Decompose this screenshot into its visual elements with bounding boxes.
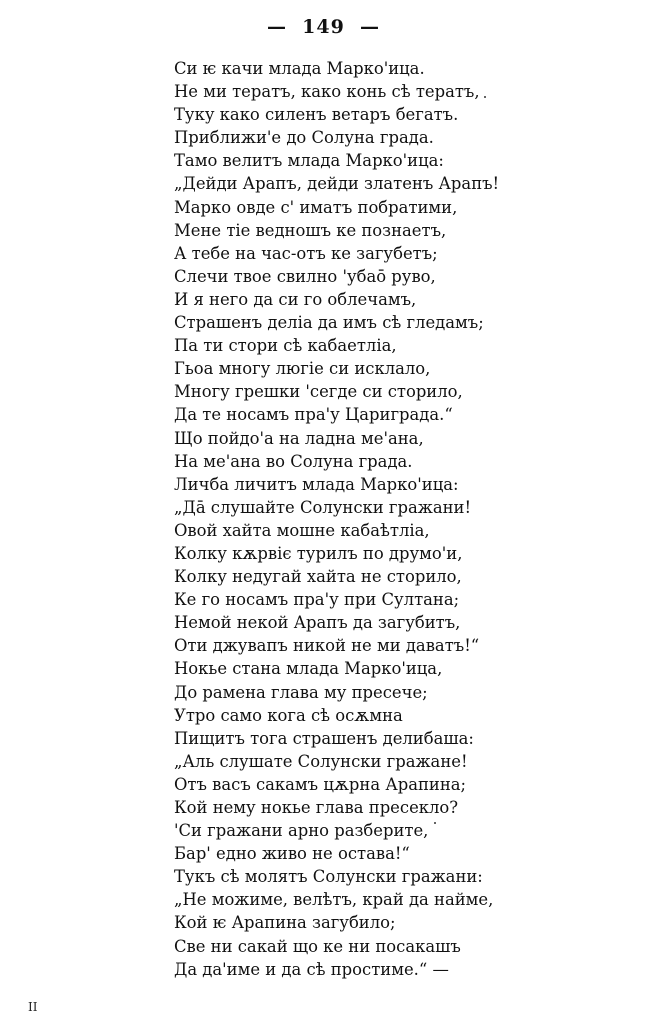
poem-line: Си ѥ качи млада Марко'ица.: [174, 59, 425, 78]
poem-line: Мене тіе ведношъ ке познаетъ,: [174, 220, 447, 240]
poem-line: Гьоа многу люгіе си исклало,: [174, 359, 431, 379]
poem-text: [174, 57, 634, 981]
poem-line: „Дā слушайте Солунски гражани!: [174, 497, 472, 517]
poem-line: Слечи твое свилно 'убаō руво,: [174, 266, 436, 286]
poem-line: Приближи'е до Солуна града.: [174, 128, 434, 148]
page-number: — 149 —: [266, 16, 381, 38]
poem-line: Пищитъ тога страшенъ делибаша:: [174, 728, 474, 748]
poem-line: Колку кѫрвіє турилъ по друмо'и,: [174, 543, 463, 563]
poem-line: Марко овде с' иматъ побратими,: [174, 197, 458, 217]
poem-line: „Дейди Арапъ, дейди златенъ Арапъ!: [174, 174, 500, 194]
poem-line: Ке го носамъ пра'у при Султана;: [174, 590, 460, 610]
poem-line: Утро само кога сѣ осѫмна: [174, 705, 403, 725]
poem-line: Оти джувапъ никой не ми даватъ!“: [174, 636, 480, 656]
poem-line: Нокье стана млада Марко'ица,: [174, 659, 443, 679]
poem-line: Бар' едно живо не остава!“: [174, 844, 410, 864]
poem-line: Кой ѥ Арапина загубило;: [174, 913, 396, 933]
poem-line: Да да'име и да сѣ простиме.“ —: [174, 959, 449, 979]
poem-line: Све ни сакай що ке ни посакашъ: [174, 936, 461, 956]
print-speck: [484, 96, 486, 98]
poem-line: Не ми тератъ, како конь сѣ тератъ,: [174, 82, 480, 102]
poem-line: И я него да си го облечамъ,: [174, 289, 417, 309]
printer-signature-mark: II: [28, 1000, 38, 1014]
print-speck: [434, 822, 436, 824]
poem-line: До рамена глава му пресече;: [174, 682, 428, 702]
poem-line: „Не можиме, велѣтъ, край да найме,: [174, 890, 494, 910]
poem-line: Па ти стори сѣ кабаетліа,: [174, 336, 397, 356]
poem-line: Овой хайта мошне кабаѣтліа,: [174, 520, 430, 540]
poem-line: Туку како силенъ ветаръ бегатъ.: [174, 105, 459, 125]
poem-line: Колку недугай хайта не сторило,: [174, 567, 462, 587]
poem-line: Личба личитъ млада Марко'ица:: [174, 474, 459, 494]
poem-line: Отъ васъ сакамъ цѫрна Арапина;: [174, 774, 467, 794]
poem-line: Тамо велитъ млада Марко'ица:: [174, 151, 444, 171]
poem-line: А тебе на час-отъ ке загубетъ;: [174, 243, 438, 263]
poem-line: Многу грешки 'сегде си сторило,: [174, 382, 463, 402]
poem-line: 'Си гражани арно разберите,: [174, 821, 429, 841]
poem-line: Да те носамъ пра'у Цариграда.“: [174, 405, 453, 425]
poem-line: На ме'ана во Солуна града.: [174, 451, 413, 471]
poem-line: „Аль слушате Солунски гражане!: [174, 751, 468, 771]
poem-line: Кой нему нокье глава пресекло?: [174, 798, 459, 817]
poem-line: Страшенъ деліа да имъ сѣ гледамъ;: [174, 313, 484, 333]
poem-line: Що пойдо'а на ладна ме'ана,: [174, 428, 424, 448]
poem-line: Тукъ сѣ молятъ Солунски гражани:: [174, 867, 483, 887]
poem-line: Немой некой Арапъ да загубитъ,: [174, 613, 461, 633]
